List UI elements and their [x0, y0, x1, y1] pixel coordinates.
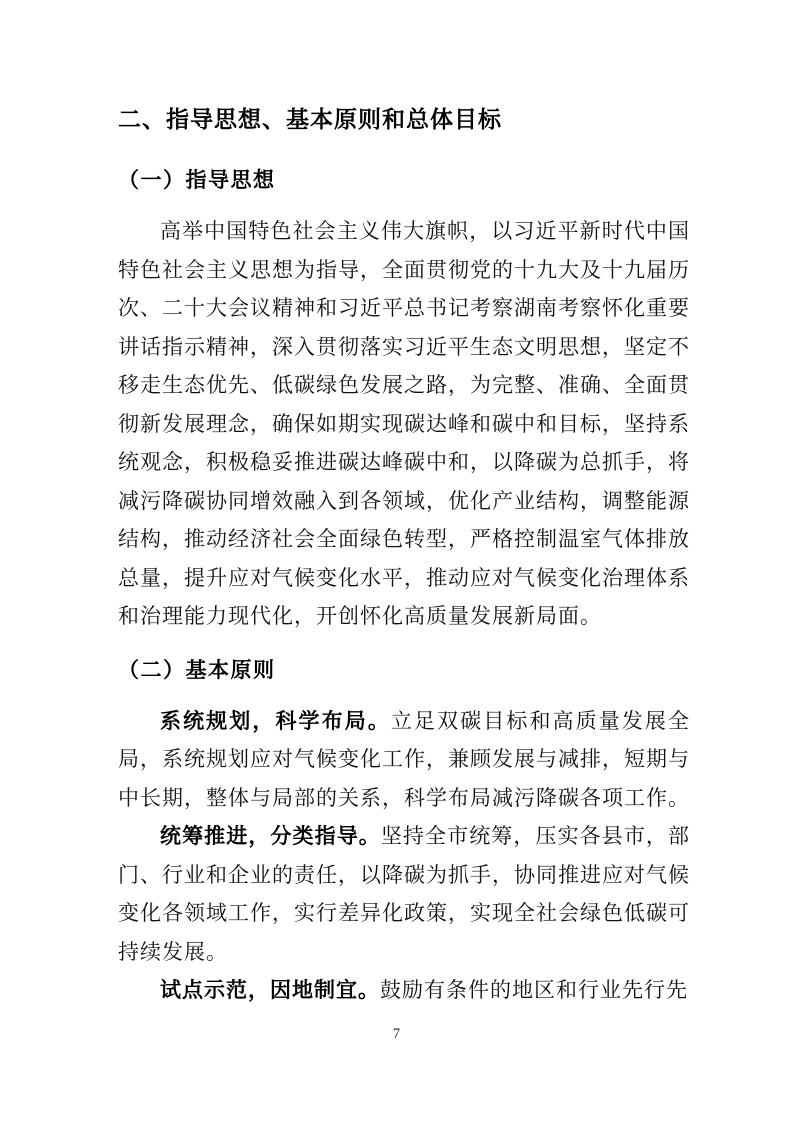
paragraph-principle-pilot	[118, 971, 690, 1010]
paragraph-text: 立足双碳目标和高质量发展全局，系统规划应对气候变化工作，兼顾发展与减排，短期与中长期，整体与局部的关系，科学布局减污降碳各项工作。	[118, 708, 691, 810]
subsection-heading-guiding-ideology: （一）指导思想	[118, 168, 276, 192]
paragraph-principle-planning	[118, 702, 690, 818]
page-content	[118, 104, 690, 1010]
paragraph-text: 鼓励有条件的地区和行业先行先	[380, 978, 688, 1002]
paragraph-bold-lead: 系统规划，科学布局。	[160, 708, 391, 733]
paragraph-text: 高举中国特色社会主义伟大旗帜，以习近平新时代中国特色社会主义思想为指导，全面贯彻党的十九大及十九届历次、二十大会议精神和习近平总书记考察湖南考察怀化重要讲话指示精神，深入贯彻落实习近平生态文明思想，坚定不移走生态优先、低碳绿色发展之路，为完整、准确、全面贯彻新发展理念，确保如期实现碳达峰和碳中和目标，坚持系统观念，积极稳妥推进碳达峰碳中和，以降碳为总抓手，将减污降碳协同增效融入到各领域，优化产业结构，调整能源结构，推动经济社会全面绿色转型，严格控制温室气体排放总量，提升应对气候变化水平，推动应对气候变化治理体系和治理能力现代化，开创怀化高质量发展新局面。	[118, 219, 690, 628]
subsection-heading-basic-principles: （二）基本原则	[118, 657, 276, 682]
paragraph-text: 坚持全市统筹，压实各县市，部门、行业和企业的责任，以降碳为抓手，协同推进应对气候变化各领域工作，实行差异化政策，实现全社会绿色低碳可持续发展。	[118, 824, 691, 964]
page-number: 7	[392, 1026, 401, 1042]
paragraph-principle-coordination	[118, 817, 690, 971]
section-heading: 二、指导思想、基本原则和总体目标	[118, 106, 502, 132]
paragraph-bold-lead: 统筹推进，分类指导。	[160, 824, 381, 848]
paragraph-guiding-ideology	[118, 212, 690, 636]
paragraph-bold-lead: 试点示范，因地制宜。	[160, 978, 380, 1002]
